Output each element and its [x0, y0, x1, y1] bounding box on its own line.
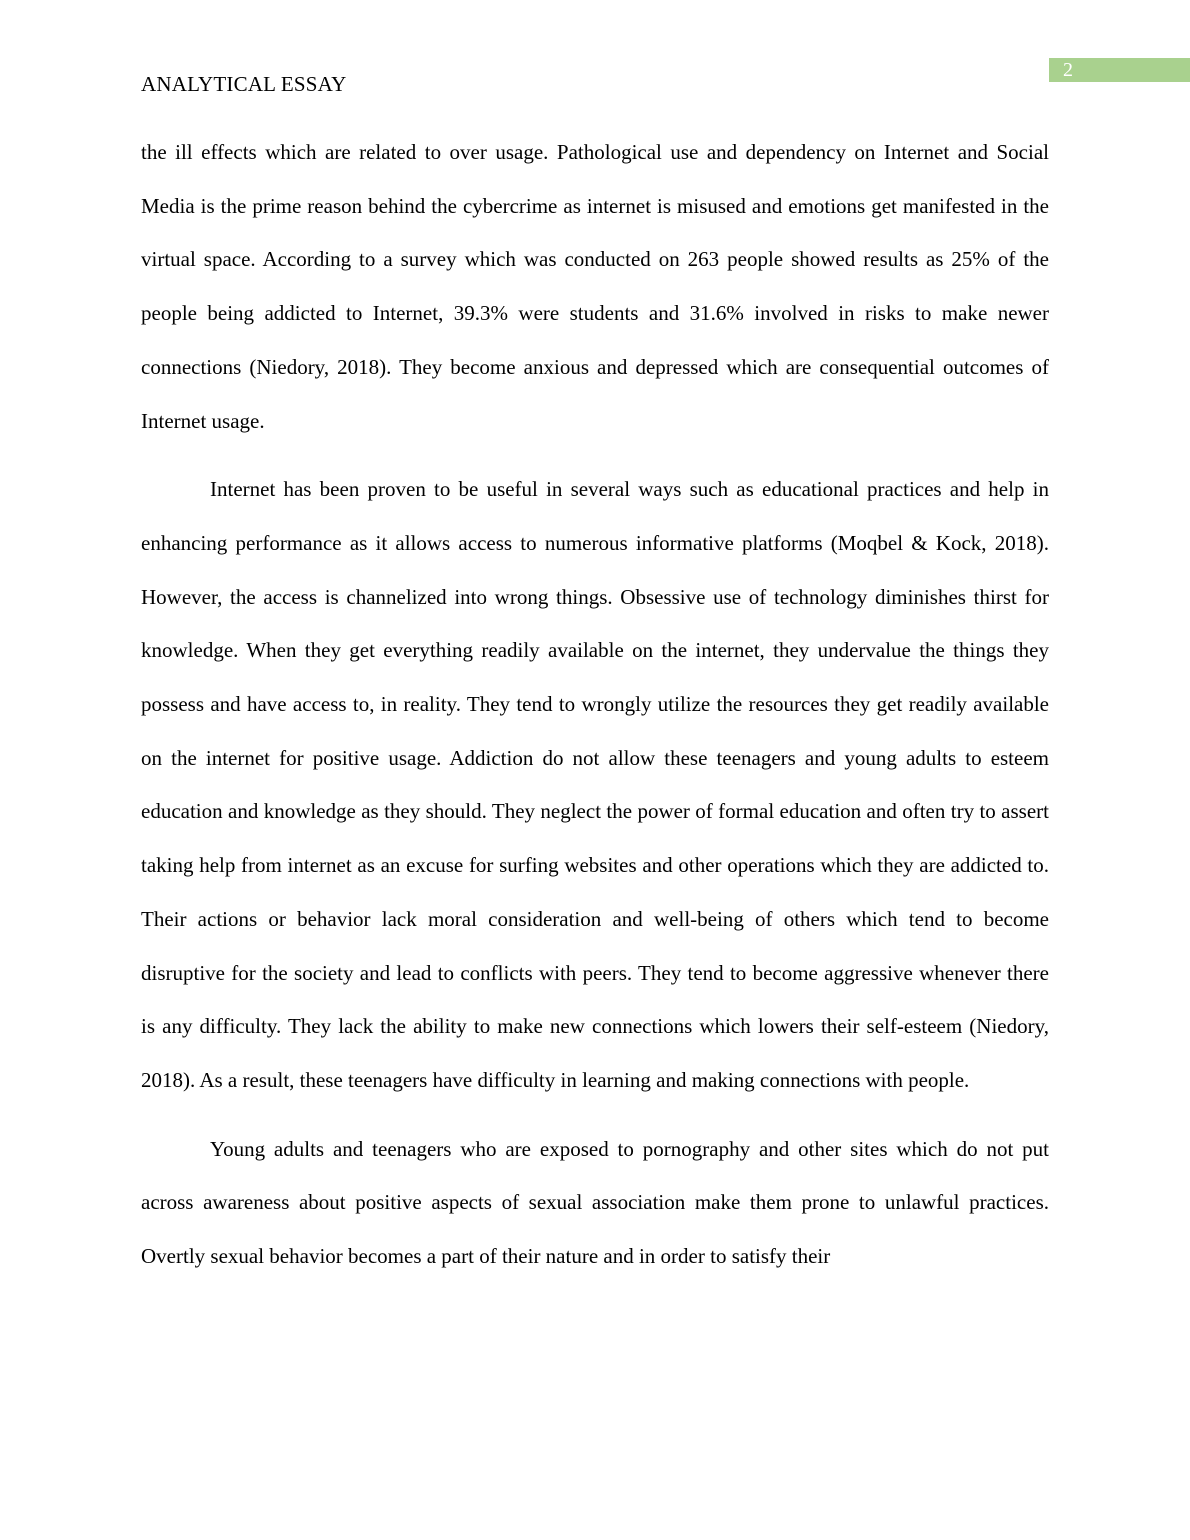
- paragraph-continued: the ill effects which are related to over usage. Pathological use and dependency on Internet and Social Media is the prime reason behind the cybercrime as internet is misused and emotions get manifested in the virtual space. According to a survey which was conducted on 263 people showed results as 25% of the people being addicted to Internet, 39.3% were students and 31.6% involved in risks to make newer connections (Niedory, 2018). They become anxious and depressed which are consequential outcomes of Internet usage.: [141, 140, 1049, 433]
- page-number: 2: [1063, 59, 1073, 81]
- running-head: ANALYTICAL ESSAY: [141, 72, 347, 96]
- paragraph-exposure: Young adults and teenagers who are exposed to pornography and other sites which do not put across awareness about positive aspects of sexual association make them prone to unlawful practices. Overtly sexual behavior becomes a part of their nature and in order to satisfy their: [141, 1136, 1049, 1269]
- page-number-bar: [1049, 58, 1190, 82]
- document-body: [141, 126, 1049, 1299]
- paragraph-internet-usefulness: Internet has been proven to be useful in several ways such as educational practices and help in enhancing performance as it allows access to numerous informative platforms (Moqbel & Kock, 2018). However, the access is channelized into wrong things. Obsessive use of technology diminishes thirst for knowledge. When they get everything readily available on the internet, they undervalue the things they possess and have access to, in reality. They tend to wrongly utilize the resources they get readily available on the internet for positive usage. Addiction do not allow these teenagers and young adults to esteem education and knowledge as they should. They neglect the power of formal education and often try to assert taking help from internet as an excuse for surfing websites and other operations which they are addicted to. Their actions or behavior lack moral consideration and well-being of others which tend to become disruptive for the society and lead to conflicts with peers. They tend to become aggressive whenever there is any difficulty. They lack the ability to make new connections which lowers their self-esteem (Niedory, 2018). As a result, these teenagers have difficulty in learning and making connections with people.: [141, 477, 1049, 1092]
